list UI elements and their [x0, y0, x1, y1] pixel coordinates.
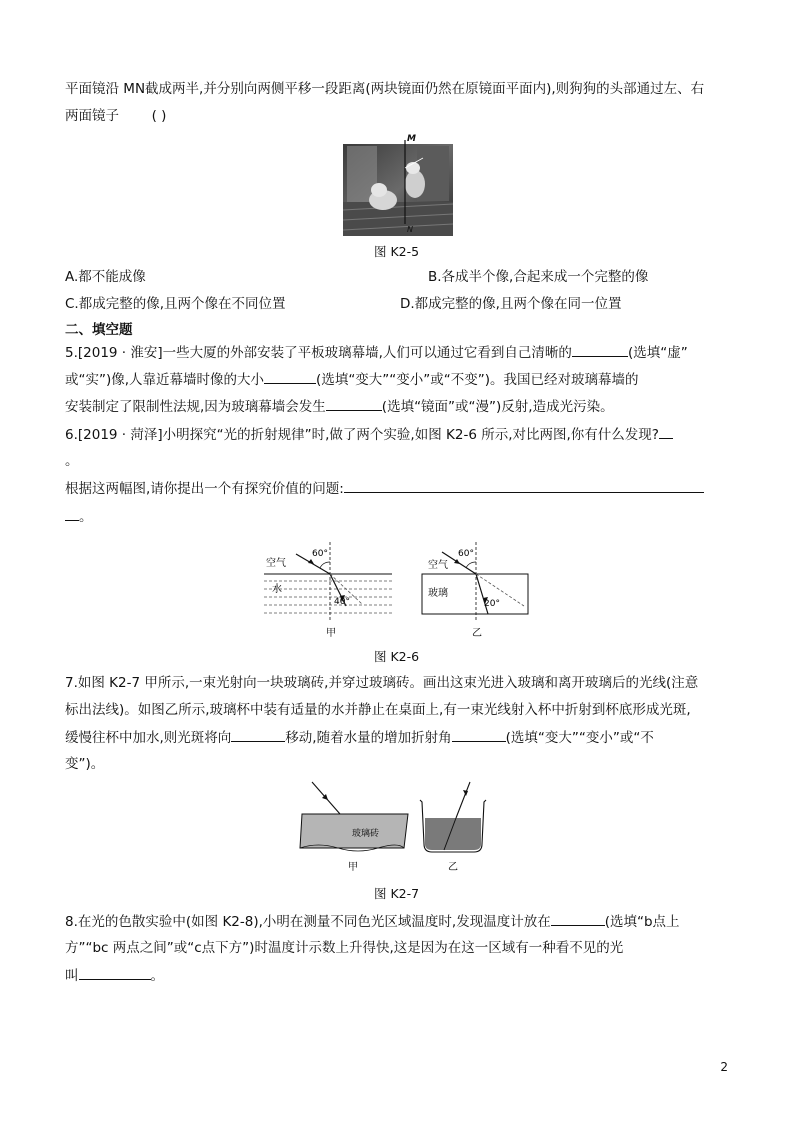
label-jia-k27: 甲 — [348, 862, 358, 873]
q5-text-4: (选填“变大”“变小”或“不变”)。我国已经对玻璃幕墙的 — [316, 372, 639, 388]
q8-line1 — [65, 911, 680, 932]
label-air-left: 空气 — [266, 558, 286, 569]
label-water: 水 — [272, 584, 282, 595]
label-jia: 甲 — [326, 628, 336, 639]
option-b: B.各成半个像,合起来成一个完整的像 — [428, 269, 649, 285]
q5-text-6: (选填“镜面”或“漫”)反射,造成光污染。 — [381, 399, 614, 415]
q7-text-5: (选填“变大”“变小”或“不 — [505, 730, 654, 746]
q8-text-4: 叫 — [65, 968, 79, 984]
q5-text-3: 或“实”)像,人靠近幕墙时像的大小 — [65, 372, 265, 388]
label-n: N — [407, 225, 413, 234]
q6-line1 — [65, 424, 673, 445]
q6-text-1: 6.[2019 · 菏泽]小明探究“光的折射规律”时,做了两个实验,如图 K2-6 所示,对比两图,你有什么发现? — [65, 427, 659, 443]
q4-line2 — [65, 106, 166, 126]
caption-k2-7: 图 K2-7 — [374, 886, 420, 901]
q7-text-3: 缓慢往杯中加水,则光斑将向 — [65, 730, 232, 746]
diagram-air-glass — [422, 542, 528, 639]
q6-text-3: 根据这两幅图,请你提出一个有探究价值的问题: — [65, 481, 344, 497]
glass-brick — [300, 782, 408, 873]
q5-text-1: 5.[2019 · 淮安]一些大厦的外部安装了平板玻璃幕墙,人们可以通过它看到自己清晰的 — [65, 345, 572, 361]
q6-line2: 。 — [65, 453, 79, 469]
q8-blank-2[interactable] — [79, 965, 151, 980]
label-angle-40: 40° — [334, 597, 350, 607]
q8-line2: 方”“bc 两点之间”或“c点下方”)时温度计示数上升得快,这是因为在这一区域有一种看不见的光 — [65, 940, 624, 956]
figure-k2-5 — [343, 132, 453, 244]
label-angle-20: 20° — [484, 599, 500, 609]
q7-line1: 7.如图 K2-7 甲所示,一束光射向一块玻璃砖,并穿过玻璃砖。画出这束光进入玻璃和离开玻璃后的光线(注意 — [65, 675, 699, 691]
figure-k2-7 — [298, 778, 498, 882]
section-title: 二、填空题 — [65, 322, 133, 338]
caption-k2-6: 图 K2-6 — [374, 649, 420, 664]
q7-text-4: 移动,随着水量的增加折射角 — [285, 730, 452, 746]
glass-cup — [420, 782, 486, 873]
q8-blank-1[interactable] — [551, 911, 605, 926]
q6-line3 — [65, 478, 704, 499]
diagram-air-water — [264, 542, 392, 639]
label-glass: 玻璃 — [428, 588, 448, 599]
option-d: D.都成完整的像,且两个像在同一位置 — [400, 296, 622, 312]
option-a: A.都不能成像 — [65, 269, 146, 285]
glass-brick-cup-diagram — [298, 778, 498, 878]
q8-text-1: 8.在光的色散实验中(如图 K2-8),小明在测量不同色光区域温度时,发现温度计放在 — [65, 914, 551, 930]
label-glass-brick: 玻璃砖 — [352, 829, 380, 839]
q7-line4: 变”)。 — [65, 756, 105, 772]
answer-paren: ( ) — [151, 108, 167, 124]
q8-text-2: (选填“b点上 — [604, 914, 680, 930]
q6-text-4: 。 — [79, 509, 93, 525]
q5-text-2: (选填“虚” — [627, 345, 688, 361]
q7-line3 — [65, 727, 654, 748]
q7-blank-1[interactable] — [231, 727, 285, 742]
q8-line3 — [65, 965, 164, 986]
page-number: 2 — [720, 1060, 728, 1074]
figure-k2-6 — [262, 540, 542, 644]
q5-line1 — [65, 342, 688, 363]
dog-mirror-photo — [343, 132, 453, 240]
label-air-right: 空气 — [428, 560, 448, 571]
label-angle-60-right: 60° — [458, 549, 474, 559]
q7-blank-2[interactable] — [452, 727, 506, 742]
q6-line4 — [65, 506, 93, 527]
q4-line2-text: 两面镜子 — [65, 108, 119, 124]
q6-blank-1a[interactable] — [659, 424, 673, 439]
q4-line1: 平面镜沿 MN截成两半,并分别向两侧平移一段距离(两块镜面仍然在原镜面平面内),则狗狗的头部通过左、右 — [65, 81, 705, 97]
q5-line2 — [65, 369, 639, 390]
q5-text-5: 安装制定了限制性法规,因为玻璃幕墙会发生 — [65, 399, 326, 415]
label-m: M — [407, 134, 416, 144]
q6-blank-2b[interactable] — [65, 506, 79, 521]
caption-k2-5: 图 K2-5 — [374, 244, 420, 259]
q5-blank-2[interactable] — [264, 369, 316, 384]
q5-line3 — [65, 396, 614, 417]
q6-blank-2[interactable] — [344, 478, 704, 493]
q7-line2: 标出法线)。如图乙所示,玻璃杯中装有适量的水并静止在桌面上,有一束光线射入杯中折射到杯底形成光斑, — [65, 702, 691, 718]
q5-blank-3[interactable] — [326, 396, 382, 411]
label-angle-60-left: 60° — [312, 549, 328, 559]
label-yi: 乙 — [472, 628, 482, 639]
label-yi-k27: 乙 — [448, 862, 458, 873]
q8-text-5: 。 — [150, 968, 164, 984]
refraction-diagram — [262, 540, 542, 640]
q5-blank-1[interactable] — [572, 342, 628, 357]
option-c: C.都成完整的像,且两个像在不同位置 — [65, 296, 286, 312]
